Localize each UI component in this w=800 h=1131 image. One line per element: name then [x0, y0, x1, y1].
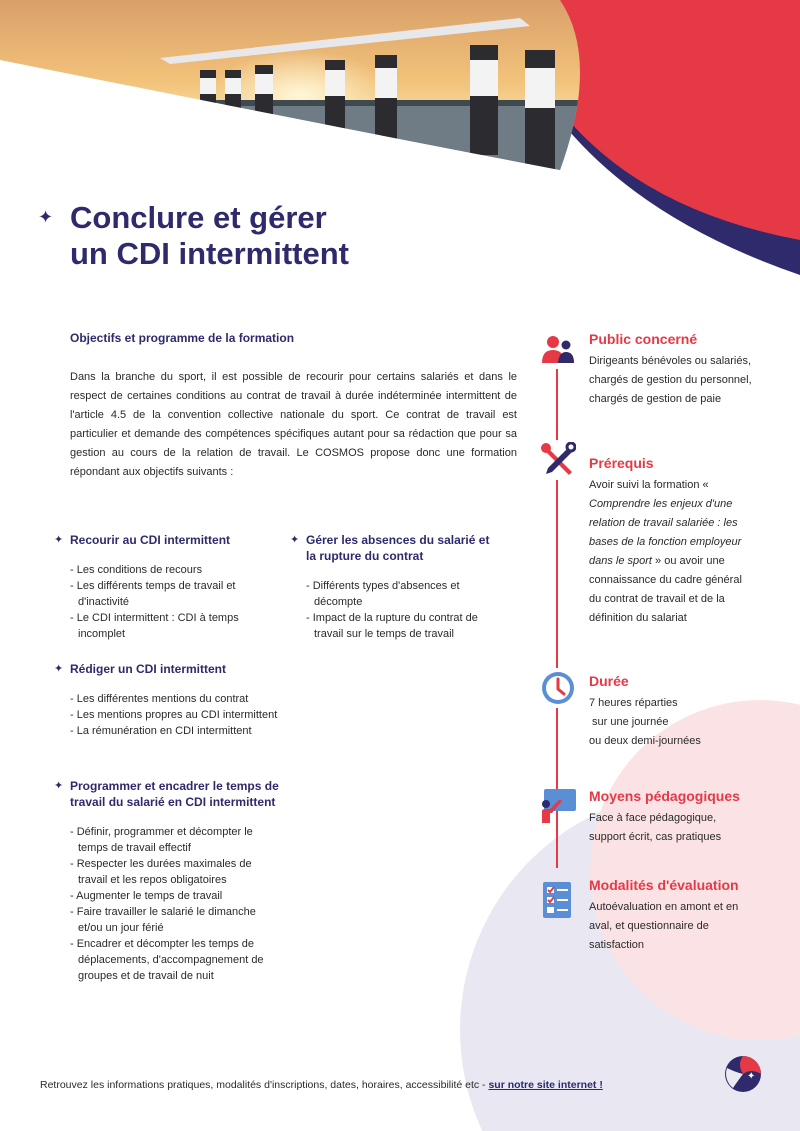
prereq-title: Prérequis [589, 455, 654, 471]
module-rediger [54, 661, 280, 739]
means-title: Moyens pédagogiques [589, 788, 740, 804]
module-recourir [54, 532, 270, 642]
module-list [306, 578, 501, 642]
public-title: Public concerné [589, 331, 698, 347]
module-list [70, 824, 280, 984]
duration-title: Durée [589, 673, 629, 689]
star-icon: ✦ [54, 534, 64, 546]
module-title: Programmer et encadrer le temps de travail du salarié en CDI intermittent [70, 779, 279, 809]
page-title-line1: Conclure et gérer [70, 200, 327, 235]
prereq-text-before: Avoir suivi la formation « [589, 479, 709, 491]
list-item: - Encadrer et décompter les temps de déplacements, d'accompagnement de groupes et de travail de nuit [70, 938, 264, 982]
prereq-text-after: » ou avoir une connaissance du cadre général du contrat de travail et de la définition du salariat [589, 555, 742, 624]
list-item: - Impact de la rupture du contrat de travail sur le temps de travail [306, 612, 478, 640]
public-section [589, 330, 789, 409]
footer-text: Retrouvez les informations pratiques, modalités d'inscriptions, dates, horaires, accessibilité etc - [40, 1079, 489, 1091]
duration-line2: sur une journée [592, 716, 669, 728]
website-link[interactable]: sur notre site internet ! [488, 1079, 603, 1091]
module-gerer-absences [290, 532, 501, 642]
evaluation-text: Autoévaluation en amont et en aval, et questionnaire de satisfaction [589, 901, 739, 951]
svg-text:✦: ✦ [747, 1071, 756, 1082]
prereq-section [589, 454, 789, 628]
list-item: - Le CDI intermittent : CDI à temps incomplet [70, 612, 239, 640]
module-list [70, 691, 280, 739]
star-icon: ✦ [290, 534, 300, 546]
people-icon [538, 329, 578, 369]
footer [40, 1079, 603, 1091]
teacher-board-icon [538, 786, 578, 826]
star-icon: ✦ [54, 780, 64, 792]
list-item: - La rémunération en CDI intermittent [70, 725, 252, 737]
cosmos-logo-icon [723, 1054, 763, 1094]
page-title [70, 200, 490, 272]
list-item: - Augmenter le temps de travail [70, 890, 223, 902]
list-item: - Définir, programmer et décompter le temps de travail effectif [70, 826, 253, 854]
prereq-course-title: Comprendre les enjeux d'une relation de travail salariée : les bases de la fonction employeur dans le sport [589, 498, 742, 567]
means-section [589, 787, 789, 847]
clock-icon [538, 668, 578, 708]
module-programmer [54, 778, 280, 984]
list-item: - Les conditions de recours [70, 564, 203, 576]
tools-icon [538, 440, 578, 480]
duration-section [589, 672, 789, 751]
module-title: Recourir au CDI intermittent [70, 533, 231, 547]
list-item: - Les différentes mentions du contrat [70, 693, 249, 705]
checklist-icon [538, 880, 578, 920]
list-item: - Faire travailler le salarié le dimanche et/ou un jour férié [70, 906, 256, 934]
title-star-icon: ✦ [38, 207, 54, 227]
objectives-heading: Objectifs et programme de la formation [70, 331, 295, 345]
list-item: - Les mentions propres au CDI intermittent [70, 709, 278, 721]
module-list [70, 562, 270, 642]
duration-line1: 7 heures réparties [589, 697, 678, 709]
list-item: - Les différents temps de travail et d'inactivité [70, 580, 236, 608]
module-title: Gérer les absences du salarié et la rupture du contrat [306, 533, 490, 563]
list-item: - Différents types d'absences et décompte [306, 580, 460, 608]
public-text: Dirigeants bénévoles ou salariés, chargés de gestion du personnel, chargés de gestion de paie [589, 355, 752, 405]
page-title-line2: un CDI intermittent [70, 236, 349, 271]
list-item: - Respecter les durées maximales de travail et les repos obligatoires [70, 858, 252, 886]
means-text: Face à face pédagogique, support écrit, cas pratiques [589, 812, 722, 843]
star-icon: ✦ [54, 663, 64, 675]
module-title: Rédiger un CDI intermittent [70, 662, 227, 676]
prereq-text [589, 476, 754, 628]
duration-line3: ou deux demi-journées [589, 735, 701, 747]
evaluation-title: Modalités d'évaluation [589, 877, 739, 893]
evaluation-section [589, 876, 789, 955]
objectives-intro: Dans la branche du sport, il est possible de recourir pour certains salariés et dans le respect de certaines conditions au contrat de travail à durée indéterminée intermittent de l'article 4.5 de la convention collective nationale du sport. Ce contrat de travail est particulier et demande des compétences spécifiques autant pour sa rédaction que pour sa gestion au cours de la relation de travail. Le COSMOS propose donc une formation répondant aux objectifs suivants : [70, 371, 517, 478]
